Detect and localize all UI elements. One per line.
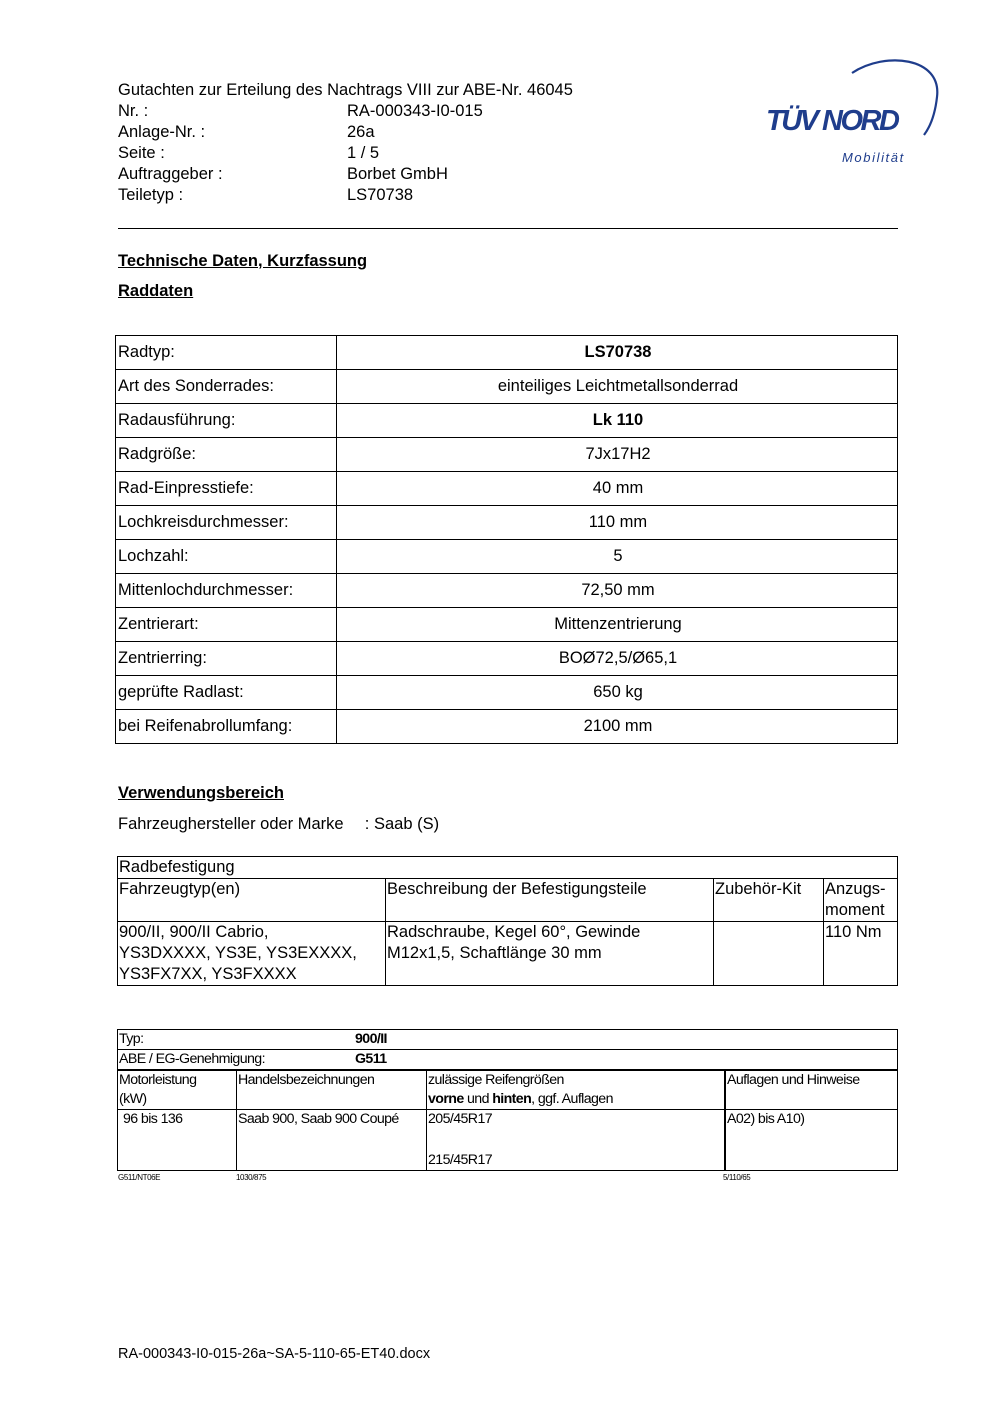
table-row bbox=[118, 1110, 898, 1171]
header-value: Borbet GmbH bbox=[347, 165, 448, 183]
power-cell: 96 bis 136 bbox=[118, 1110, 237, 1171]
code-label: 1030/875 bbox=[236, 1173, 267, 1182]
typ-row bbox=[118, 1030, 898, 1050]
vehicle-type-line: 900/II, 900/II Cabrio, bbox=[119, 923, 269, 941]
vehicle-type-line: YS3DXXXX, YS3E, YS3EXXXX, bbox=[119, 944, 357, 962]
row-value: Lk 110 bbox=[337, 404, 898, 438]
tuv-nord-logo bbox=[760, 55, 945, 170]
row-label: bei Reifenabrollumfang: bbox=[116, 710, 337, 744]
header-row-teiletyp bbox=[118, 185, 573, 206]
table-row bbox=[116, 506, 898, 540]
row-label: Lochkreisdurchmesser: bbox=[116, 506, 337, 540]
row-label: Rad-Einpresstiefe: bbox=[116, 472, 337, 506]
description-line: M12x1,5, Schaftlänge 30 mm bbox=[387, 944, 602, 962]
col-header-kit: Zubehör-Kit bbox=[714, 879, 824, 922]
trade-names-cell: Saab 900, Saab 900 Coupé bbox=[237, 1110, 427, 1171]
logo-subtitle: Mobilität bbox=[842, 150, 905, 165]
header-label: Anlage-Nr. : bbox=[118, 123, 206, 141]
manufacturer-line bbox=[118, 815, 439, 834]
manufacturer-label: Fahrzeughersteller oder Marke bbox=[118, 815, 344, 833]
abe-cell bbox=[118, 1050, 898, 1071]
manufacturer-separator: : bbox=[364, 815, 370, 833]
section-technical-data: Technische Daten, Kurzfassung bbox=[118, 252, 368, 270]
row-label: Radtyp: bbox=[116, 336, 337, 370]
header-row-seite bbox=[118, 143, 573, 164]
code-label: 5/110/65 bbox=[723, 1173, 751, 1182]
description-line: Radschraube, Kegel 60°, Gewinde bbox=[387, 923, 641, 941]
header-line bbox=[428, 1090, 724, 1109]
logo-brand: TÜV NORD bbox=[766, 105, 898, 137]
row-value: BOØ72,5/Ø65,1 bbox=[337, 642, 898, 676]
table-header-row bbox=[118, 1070, 898, 1110]
tire-size: 215/45R17 bbox=[428, 1152, 493, 1168]
row-label: Radausführung: bbox=[116, 404, 337, 438]
report-title: Gutachten zur Erteilung des Nachtrags VIII zur ABE-Nr. 46045 bbox=[118, 81, 573, 99]
typ-label: Typ: bbox=[119, 1031, 144, 1047]
row-label: geprüfte Radlast: bbox=[116, 676, 337, 710]
table-row bbox=[116, 540, 898, 574]
fastening-description-cell bbox=[386, 922, 714, 986]
vehicle-type-line: YS3FX7XX, YS3FXXXX bbox=[119, 965, 297, 983]
manufacturer-value: Saab (S) bbox=[373, 815, 440, 833]
col-header-torque bbox=[824, 879, 898, 922]
header-line: Motorleistung bbox=[119, 1072, 197, 1088]
section-usage-range: Verwendungsbereich bbox=[118, 784, 284, 802]
row-value: 2100 mm bbox=[337, 710, 898, 744]
typ-cell bbox=[118, 1030, 898, 1050]
header-value: LS70738 bbox=[347, 186, 414, 204]
row-value: 40 mm bbox=[337, 472, 898, 506]
table-row bbox=[116, 336, 898, 370]
section-wheel-data: Raddaten bbox=[118, 282, 194, 300]
footer-filename: RA-000343-I0-015-26a~SA-5-110-65-ET40.docx bbox=[118, 1346, 431, 1362]
table-row bbox=[116, 472, 898, 506]
row-value: 5 bbox=[337, 540, 898, 574]
conditions-label: , ggf. Auflagen bbox=[531, 1091, 613, 1107]
col-header-power bbox=[118, 1070, 237, 1110]
header-line: (kW) bbox=[119, 1091, 147, 1107]
header-label: Nr. : bbox=[118, 102, 149, 120]
torque-header-line: moment bbox=[825, 901, 885, 919]
front-label: vorne bbox=[428, 1091, 464, 1107]
and-label: und bbox=[463, 1091, 493, 1107]
rear-label: hinten bbox=[492, 1091, 532, 1107]
header-divider bbox=[118, 228, 898, 229]
header-label: Seite : bbox=[118, 144, 165, 162]
document-header bbox=[118, 80, 573, 206]
tire-sizes-cell bbox=[427, 1110, 726, 1171]
table-row bbox=[116, 370, 898, 404]
row-value: 650 kg bbox=[337, 676, 898, 710]
col-header-notes: Auflagen und Hinweise bbox=[725, 1070, 898, 1110]
header-value: 1 / 5 bbox=[347, 144, 380, 162]
table-row bbox=[116, 404, 898, 438]
row-value: 110 mm bbox=[337, 506, 898, 540]
wheel-fastening-table bbox=[117, 856, 898, 986]
torque-header-line: Anzugs- bbox=[825, 880, 886, 898]
table-row bbox=[116, 676, 898, 710]
type-approval-table bbox=[117, 1029, 898, 1171]
table-row bbox=[116, 574, 898, 608]
header-value: RA-000343-I0-015 bbox=[347, 102, 483, 120]
row-label: Art des Sonderrades: bbox=[116, 370, 337, 404]
vehicle-types-cell bbox=[118, 922, 386, 986]
row-label: Lochzahl: bbox=[116, 540, 337, 574]
abe-row bbox=[118, 1050, 898, 1071]
notes-cell: A02) bis A10) bbox=[725, 1110, 898, 1171]
table-title-row bbox=[118, 857, 898, 879]
tire-size: 205/45R17 bbox=[428, 1111, 493, 1127]
abe-value: G511 bbox=[355, 1051, 387, 1067]
torque-cell: 110 Nm bbox=[824, 922, 898, 986]
row-value: LS70738 bbox=[337, 336, 898, 370]
header-row-nr bbox=[118, 101, 573, 122]
fastening-title: Radbefestigung bbox=[118, 857, 898, 879]
col-header-vehicle-types: Fahrzeugtyp(en) bbox=[118, 879, 386, 922]
row-value: Mittenzentrierung bbox=[337, 608, 898, 642]
table-row bbox=[116, 710, 898, 744]
row-value: 72,50 mm bbox=[337, 574, 898, 608]
row-value: einteiliges Leichtmetallsonderrad bbox=[337, 370, 898, 404]
header-label: Auftraggeber : bbox=[118, 165, 223, 183]
row-label: Radgröße: bbox=[116, 438, 337, 472]
table-row bbox=[116, 608, 898, 642]
header-value: 26a bbox=[347, 123, 375, 141]
header-line: zulässige Reifengrößen bbox=[428, 1072, 564, 1088]
header-row-anlage bbox=[118, 122, 573, 143]
table-row bbox=[116, 438, 898, 472]
row-label: Zentrierring: bbox=[116, 642, 337, 676]
row-label: Zentrierart: bbox=[116, 608, 337, 642]
row-value: 7Jx17H2 bbox=[337, 438, 898, 472]
wheel-data-table bbox=[115, 335, 898, 744]
typ-value: 900/II bbox=[355, 1031, 387, 1047]
header-row-auftraggeber bbox=[118, 164, 573, 185]
header-label: Teiletyp : bbox=[118, 186, 184, 204]
table-row bbox=[116, 642, 898, 676]
abe-label: ABE / EG-Genehmigung: bbox=[119, 1051, 265, 1067]
col-header-tire-sizes bbox=[427, 1070, 726, 1110]
row-label: Mittenlochdurchmesser: bbox=[116, 574, 337, 608]
table-header-row bbox=[118, 879, 898, 922]
col-header-description: Beschreibung der Befestigungsteile bbox=[386, 879, 714, 922]
table-row bbox=[118, 922, 898, 986]
col-header-trade-names: Handelsbezeichnungen bbox=[237, 1070, 427, 1110]
code-label: G511/NT06E bbox=[118, 1173, 161, 1182]
kit-cell bbox=[714, 922, 824, 986]
